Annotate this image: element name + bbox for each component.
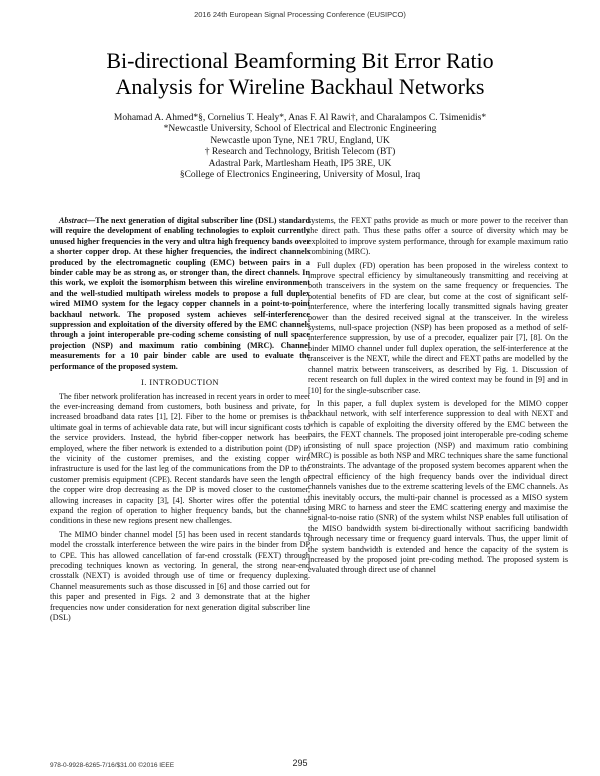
page-number: 295 bbox=[292, 758, 308, 768]
affiliation-line: Newcastle upon Tyne, NE1 7RU, England, UK bbox=[210, 135, 390, 146]
conference-header: 2016 24th European Signal Processing Conference (EUSIPCO) bbox=[194, 10, 406, 19]
affiliation-line: *Newcastle University, School of Electrical and Electronic Engineering bbox=[163, 124, 437, 135]
body-paragraph: In this paper, a full duplex system is developed for the MIMO copper backhaul network, with self interference suppression to deal with NEXT and which is capable of exploiting the diversity offered by the EMC between the pairs, the FEXT channels. The proposed joint interoperable pre-coding scheme consisting of null space projection (NSP) and maximum ratio combining (MRC) is possible as both NSP and MRC techniques share the same functional constraints. The advantage of the proposed system becomes apparent when the spectral efficiency of the high frequency bands over the individual direct channels vanishes due to the extreme scattering levels of the EMC channels. As this inevitably occurs, the multi-pair channel is processed as a MISO system using MRC to harness and steer the EMC scattering energy and maximise the signal-to-noise ratio (SNR) of the system whilst NSP enables full utilisation of the MISO bandwidth system bi-directionally without sacrificing bandwidth through necessary time or frequency guard intervals. Thus, the upper limit of the system bandwidth is extended and hence the capacity of the system is increased by the proposed joint pre-coding method. The proposed system is evaluated through direct use of channel bbox=[308, 398, 568, 575]
abstract bbox=[50, 216, 310, 372]
affiliation-line: † Research and Technology, British Telecom (BT) bbox=[204, 147, 396, 158]
title-line-1: Bi-directional Beamforming Bit Error Ratio bbox=[106, 48, 494, 73]
affiliation-line: Adastral Park, Martlesham Heath, IP5 3RE, UK bbox=[208, 158, 392, 169]
body-paragraph: The fiber network proliferation has increased in recent years in order to meet the ever-increasing demand from customers, both business and private, for increased broadband data rates [1], [2]. Fiber to the home or premises is the ultimate goal in terms of achievable data rate, but will incur significant costs to the service providers. Instead, the hybrid fiber-copper network has been employed, where the fiber network is extended to a distribution point (DP) in the vicinity of the customer premises, and the existing copper wire infrastructure is used for the last leg of the communications from the DP to the customer premisis equipment (CPE). Recent standards have seen the length of the copper wire drop decreasing as the DP is moved closer to the customer, allowing increases in capacity [3], [4]. Shorter wires offer the potential to expand the region of operation to higher frequency bands, but the channel conditions in these new regions present new challenges. bbox=[50, 391, 310, 526]
body-paragraph: systems, the FEXT paths provide as much or more power to the receiver than the direct path. Thus these paths offer a source of diversity which may be exploited to improve system performance, through for example maximum ratio combining (MRC). bbox=[308, 216, 568, 257]
abstract-text: —The next generation of digital subscriber line (DSL) standard will require the development of enabling technologies to exploit currently unused higher frequencies in the very and ultra high frequency bands over a shorter copper drop. At these higher frequencies, the indirect channels produced by the electromagnetic coupling (EMC) between pairs in a binder cable may be as strong as, or stronger than, the direct channels. In this work, we exploit the isomorphism between this wireline environment and the well-studied multipath wireless models to propose a full duplex wired MIMO system for the legacy copper channels in a point-to-point backhaul network. The proposed system achieves self-interference suppression and exploitation of the diversity offered by the EMC channels through a joint interoperable pre-coding scheme consisting of null space projection (NSP) and maximum ratio combining (MRC). Channel measurements for a 10 pair binder cable are used to evaluate the performance of the proposed system. bbox=[50, 216, 310, 371]
author-block bbox=[40, 113, 560, 181]
title-line-2: Analysis for Wireline Backhaul Networks bbox=[115, 74, 485, 99]
paper-title bbox=[40, 48, 560, 100]
author-list: Mohamad A. Ahmed*§, Cornelius T. Healy*, Anas F. Al Rawi†, and Charalampos C. Tsimenidis* bbox=[113, 113, 487, 123]
right-column bbox=[308, 216, 568, 576]
affiliation-line: §College of Electronics Engineering, University of Mosul, Iraq bbox=[179, 170, 421, 181]
body-paragraph: The MIMO binder channel model [5] has been used in recent standards to model the crosstalk interference between the wire pairs in the binder from DP to CPE. This has allowed cancellation of far-end crosstalk (FEXT) through precoding techniques known as vectoring. In general, the strong near-end crosstalk (NEXT) is avoided through use of time or frequency duplexing. Channel measurements such as those discussed in [6] and those carried out for this paper and presented in Figs. 2 and 3 demonstrate that at the higher frequencies now under consideration for next generation digital subscriber line (DSL) bbox=[50, 529, 310, 623]
abstract-label: Abstract bbox=[59, 216, 87, 225]
isbn-copyright: 978-0-9928-6265-7/16/$31.00 ©2016 IEEE bbox=[50, 762, 175, 769]
section-heading-introduction: I. INTRODUCTION bbox=[140, 377, 220, 388]
left-column bbox=[50, 216, 310, 623]
body-paragraph: Full duplex (FD) operation has been proposed in the wireless context to improve spectral efficiency by simultaneously transmitting and receiving at both transceivers in the system on the same frequency or frequencies. The potential benefits of FD are clear, but come at the cost of significant self-interference, where the interfering locally transmitted signals having greater power than the desired received signal at the transceiver. In the wireless systems, null-space projection (NSP) has been proposed as a method of self-interference suppression, by use of a precoder, equalizer pair [7], [8]. On the binder MIMO channel under full duplex operation, the self-interference at the transceiver is the NEXT, while the direct and FEXT paths are modelled by the channel matrix between transceivers, as described by Fig. 1. Discussion of recent research on full duplex in the wired context may be found in [9] and in [10] for the single-subscriber case. bbox=[308, 260, 568, 395]
